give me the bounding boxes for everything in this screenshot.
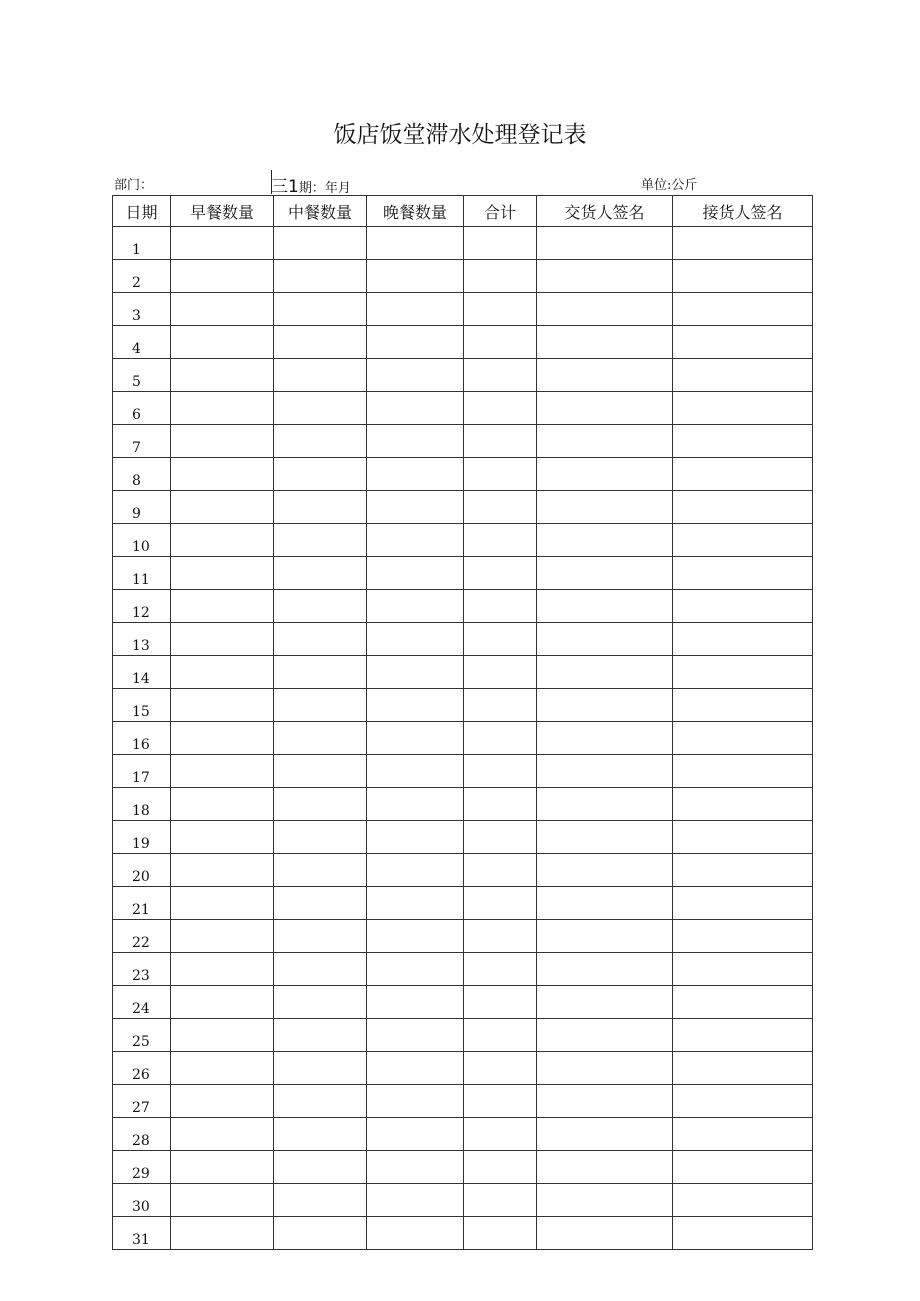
deliverer-signature-cell[interactable]: [537, 887, 673, 920]
day-number-cell: 24: [113, 986, 171, 1019]
dinner-cell[interactable]: [367, 590, 464, 623]
receiver-signature-cell[interactable]: [673, 293, 813, 326]
total-cell[interactable]: [464, 458, 537, 491]
lunch-cell[interactable]: [274, 293, 367, 326]
day-number-cell: 9: [113, 491, 171, 524]
lunch-cell[interactable]: [274, 1184, 367, 1217]
breakfast-cell[interactable]: [171, 953, 274, 986]
breakfast-cell[interactable]: [171, 722, 274, 755]
day-number-cell: 11: [113, 557, 171, 590]
receiver-signature-cell[interactable]: [673, 227, 813, 260]
total-cell[interactable]: [464, 887, 537, 920]
total-cell[interactable]: [464, 689, 537, 722]
breakfast-cell[interactable]: [171, 590, 274, 623]
deliverer-signature-cell[interactable]: [537, 656, 673, 689]
breakfast-cell[interactable]: [171, 293, 274, 326]
total-cell[interactable]: [464, 590, 537, 623]
deliverer-signature-cell[interactable]: [537, 1118, 673, 1151]
total-cell[interactable]: [464, 425, 537, 458]
breakfast-cell[interactable]: [171, 524, 274, 557]
table-row: [113, 1217, 813, 1250]
receiver-signature-cell[interactable]: [673, 359, 813, 392]
lunch-cell[interactable]: [274, 491, 367, 524]
breakfast-cell[interactable]: [171, 1151, 274, 1184]
breakfast-cell[interactable]: [171, 425, 274, 458]
breakfast-cell[interactable]: [171, 458, 274, 491]
lunch-cell[interactable]: [274, 524, 367, 557]
table-row: [113, 425, 813, 458]
receiver-signature-cell[interactable]: [673, 623, 813, 656]
lunch-cell[interactable]: [274, 227, 367, 260]
unit-label: 单位:公斤: [641, 178, 698, 193]
breakfast-cell[interactable]: [171, 821, 274, 854]
receiver-signature-cell[interactable]: [673, 557, 813, 590]
dinner-cell[interactable]: [367, 689, 464, 722]
deliverer-signature-cell[interactable]: [537, 854, 673, 887]
breakfast-cell[interactable]: [171, 887, 274, 920]
breakfast-cell[interactable]: [171, 689, 274, 722]
table-row: [113, 293, 813, 326]
table-row: [113, 986, 813, 1019]
day-number-cell: 26: [113, 1052, 171, 1085]
table-row: [113, 1052, 813, 1085]
receiver-signature-cell[interactable]: [673, 524, 813, 557]
day-number-cell: 29: [113, 1151, 171, 1184]
total-cell[interactable]: [464, 920, 537, 953]
lunch-cell[interactable]: [274, 821, 367, 854]
deliverer-signature-cell[interactable]: [537, 557, 673, 590]
lunch-cell[interactable]: [274, 689, 367, 722]
deliverer-signature-cell[interactable]: [537, 359, 673, 392]
deliverer-signature-cell[interactable]: [537, 788, 673, 821]
table-row: [113, 1118, 813, 1151]
total-cell[interactable]: [464, 359, 537, 392]
receiver-signature-cell[interactable]: [673, 689, 813, 722]
dinner-cell[interactable]: [367, 887, 464, 920]
deliverer-signature-cell[interactable]: [537, 722, 673, 755]
lunch-cell[interactable]: [274, 887, 367, 920]
receiver-signature-cell[interactable]: [673, 425, 813, 458]
total-cell[interactable]: [464, 722, 537, 755]
col-header-receiver-signature: 接货人签名: [673, 196, 813, 227]
day-number-cell: 18: [113, 788, 171, 821]
col-header-lunch: 中餐数量: [274, 196, 367, 227]
dinner-cell[interactable]: [367, 359, 464, 392]
total-cell[interactable]: [464, 623, 537, 656]
day-number-cell: 21: [113, 887, 171, 920]
deliverer-signature-cell[interactable]: [537, 986, 673, 1019]
lunch-cell[interactable]: [274, 425, 367, 458]
total-cell[interactable]: [464, 293, 537, 326]
table-row: [113, 689, 813, 722]
deliverer-signature-cell[interactable]: [537, 326, 673, 359]
dinner-cell[interactable]: [367, 854, 464, 887]
lunch-cell[interactable]: [274, 986, 367, 1019]
lunch-cell[interactable]: [274, 953, 367, 986]
col-header-dinner: 晚餐数量: [367, 196, 464, 227]
receiver-signature-cell[interactable]: [673, 326, 813, 359]
dinner-cell[interactable]: [367, 260, 464, 293]
deliverer-signature-cell[interactable]: [537, 458, 673, 491]
dinner-cell[interactable]: [367, 227, 464, 260]
breakfast-cell[interactable]: [171, 491, 274, 524]
receiver-signature-cell[interactable]: [673, 656, 813, 689]
breakfast-cell[interactable]: [171, 920, 274, 953]
lunch-cell[interactable]: [274, 590, 367, 623]
receiver-signature-cell[interactable]: [673, 1052, 813, 1085]
day-number-cell: 30: [113, 1184, 171, 1217]
receiver-signature-cell[interactable]: [673, 920, 813, 953]
col-header-breakfast: 早餐数量: [171, 196, 274, 227]
table-row: [113, 1085, 813, 1118]
lunch-cell[interactable]: [274, 458, 367, 491]
receiver-signature-cell[interactable]: [673, 1151, 813, 1184]
total-cell[interactable]: [464, 854, 537, 887]
register-table: [112, 195, 813, 1250]
day-number-cell: 8: [113, 458, 171, 491]
day-number-cell: 15: [113, 689, 171, 722]
department-label: 部门：: [114, 178, 154, 193]
total-cell[interactable]: [464, 326, 537, 359]
breakfast-cell[interactable]: [171, 557, 274, 590]
deliverer-signature-cell[interactable]: [537, 1085, 673, 1118]
total-cell[interactable]: [464, 986, 537, 1019]
receiver-signature-cell[interactable]: [673, 1184, 813, 1217]
total-cell[interactable]: [464, 1184, 537, 1217]
breakfast-cell[interactable]: [171, 1019, 274, 1052]
table-row: [113, 953, 813, 986]
total-cell[interactable]: [464, 1085, 537, 1118]
lunch-cell[interactable]: [274, 755, 367, 788]
lunch-cell[interactable]: [274, 260, 367, 293]
table-row: [113, 1151, 813, 1184]
dinner-cell[interactable]: [367, 623, 464, 656]
day-number-cell: 3: [113, 293, 171, 326]
dinner-cell[interactable]: [367, 1151, 464, 1184]
day-number-cell: 25: [113, 1019, 171, 1052]
breakfast-cell[interactable]: [171, 1085, 274, 1118]
deliverer-signature-cell[interactable]: [537, 821, 673, 854]
total-cell[interactable]: [464, 1151, 537, 1184]
total-cell[interactable]: [464, 1217, 537, 1250]
day-number-cell: 16: [113, 722, 171, 755]
deliverer-signature-cell[interactable]: [537, 227, 673, 260]
total-cell[interactable]: [464, 1118, 537, 1151]
total-cell[interactable]: [464, 1052, 537, 1085]
date-label: 期：年月: [298, 181, 351, 196]
dinner-cell[interactable]: [367, 1085, 464, 1118]
table-row: [113, 524, 813, 557]
total-cell[interactable]: [464, 227, 537, 260]
breakfast-cell[interactable]: [171, 260, 274, 293]
day-number-cell: 17: [113, 755, 171, 788]
total-cell[interactable]: [464, 491, 537, 524]
deliverer-signature-cell[interactable]: [537, 293, 673, 326]
deliverer-signature-cell[interactable]: [537, 524, 673, 557]
dinner-cell[interactable]: [367, 722, 464, 755]
col-header-total: 合计: [464, 196, 537, 227]
dinner-cell[interactable]: [367, 1118, 464, 1151]
table-row: [113, 755, 813, 788]
table-row: [113, 1184, 813, 1217]
receiver-signature-cell[interactable]: [673, 986, 813, 1019]
deliverer-signature-cell[interactable]: [537, 590, 673, 623]
dinner-cell[interactable]: [367, 458, 464, 491]
lunch-cell[interactable]: [274, 1118, 367, 1151]
lunch-cell[interactable]: [274, 359, 367, 392]
breakfast-cell[interactable]: [171, 1118, 274, 1151]
lunch-cell[interactable]: [274, 854, 367, 887]
table-header-row: [113, 196, 813, 227]
total-cell[interactable]: [464, 821, 537, 854]
deliverer-signature-cell[interactable]: [537, 260, 673, 293]
col-header-date: 日期: [113, 196, 171, 227]
lunch-cell[interactable]: [274, 1217, 367, 1250]
deliverer-signature-cell[interactable]: [537, 392, 673, 425]
day-number-cell: 13: [113, 623, 171, 656]
receiver-signature-cell[interactable]: [673, 953, 813, 986]
day-number-cell: 4: [113, 326, 171, 359]
receiver-signature-cell[interactable]: [673, 392, 813, 425]
receiver-signature-cell[interactable]: [673, 821, 813, 854]
table-body: [113, 227, 813, 1250]
table-row: [113, 722, 813, 755]
table-row: [113, 359, 813, 392]
dinner-cell[interactable]: [367, 1217, 464, 1250]
lunch-cell[interactable]: [274, 623, 367, 656]
breakfast-cell[interactable]: [171, 986, 274, 1019]
breakfast-cell[interactable]: [171, 854, 274, 887]
table-row: [113, 854, 813, 887]
dinner-cell[interactable]: [367, 920, 464, 953]
lunch-cell[interactable]: [274, 326, 367, 359]
breakfast-cell[interactable]: [171, 755, 274, 788]
deliverer-signature-cell[interactable]: [537, 920, 673, 953]
receiver-signature-cell[interactable]: [673, 1019, 813, 1052]
receiver-signature-cell[interactable]: [673, 788, 813, 821]
dinner-cell[interactable]: [367, 524, 464, 557]
breakfast-cell[interactable]: [171, 1184, 274, 1217]
breakfast-cell[interactable]: [171, 656, 274, 689]
day-number-cell: 1: [113, 227, 171, 260]
breakfast-cell[interactable]: [171, 326, 274, 359]
lunch-cell[interactable]: [274, 557, 367, 590]
dinner-cell[interactable]: [367, 755, 464, 788]
deliverer-signature-cell[interactable]: [537, 689, 673, 722]
breakfast-cell[interactable]: [171, 788, 274, 821]
deliverer-signature-cell[interactable]: [537, 1217, 673, 1250]
day-number-cell: 5: [113, 359, 171, 392]
dinner-cell[interactable]: [367, 1184, 464, 1217]
dinner-cell[interactable]: [367, 491, 464, 524]
day-number-cell: 7: [113, 425, 171, 458]
dinner-cell[interactable]: [367, 1019, 464, 1052]
receiver-signature-cell[interactable]: [673, 1217, 813, 1250]
table-row: [113, 392, 813, 425]
lunch-cell[interactable]: [274, 656, 367, 689]
day-number-cell: 10: [113, 524, 171, 557]
deliverer-signature-cell[interactable]: [537, 623, 673, 656]
total-cell[interactable]: [464, 656, 537, 689]
day-number-cell: 12: [113, 590, 171, 623]
dinner-cell[interactable]: [367, 326, 464, 359]
total-cell[interactable]: [464, 524, 537, 557]
dinner-cell[interactable]: [367, 293, 464, 326]
dinner-cell[interactable]: [367, 656, 464, 689]
table-row: [113, 656, 813, 689]
table-row: [113, 458, 813, 491]
receiver-signature-cell[interactable]: [673, 755, 813, 788]
day-number-cell: 2: [113, 260, 171, 293]
dinner-cell[interactable]: [367, 1052, 464, 1085]
table-row: [113, 227, 813, 260]
dinner-cell[interactable]: [367, 821, 464, 854]
table-row: [113, 1019, 813, 1052]
table-row: [113, 920, 813, 953]
breakfast-cell[interactable]: [171, 227, 274, 260]
page-title: 饭店饭堂滞水处理登记表: [333, 122, 587, 148]
date-prefix: 三1: [271, 177, 299, 197]
receiver-signature-cell[interactable]: [673, 887, 813, 920]
total-cell[interactable]: [464, 557, 537, 590]
lunch-cell[interactable]: [274, 722, 367, 755]
deliverer-signature-cell[interactable]: [537, 1019, 673, 1052]
dinner-cell[interactable]: [367, 425, 464, 458]
day-number-cell: 28: [113, 1118, 171, 1151]
table-row: [113, 821, 813, 854]
receiver-signature-cell[interactable]: [673, 260, 813, 293]
day-number-cell: 20: [113, 854, 171, 887]
table-row: [113, 887, 813, 920]
receiver-signature-cell[interactable]: [673, 590, 813, 623]
table-row: [113, 260, 813, 293]
deliverer-signature-cell[interactable]: [537, 1052, 673, 1085]
receiver-signature-cell[interactable]: [673, 458, 813, 491]
receiver-signature-cell[interactable]: [673, 1118, 813, 1151]
table-row: [113, 590, 813, 623]
deliverer-signature-cell[interactable]: [537, 1184, 673, 1217]
receiver-signature-cell[interactable]: [673, 1085, 813, 1118]
lunch-cell[interactable]: [274, 392, 367, 425]
deliverer-signature-cell[interactable]: [537, 755, 673, 788]
dinner-cell[interactable]: [367, 788, 464, 821]
total-cell[interactable]: [464, 788, 537, 821]
date-field: [271, 172, 351, 197]
lunch-cell[interactable]: [274, 1019, 367, 1052]
lunch-cell[interactable]: [274, 1085, 367, 1118]
dinner-cell[interactable]: [367, 953, 464, 986]
total-cell[interactable]: [464, 755, 537, 788]
receiver-signature-cell[interactable]: [673, 491, 813, 524]
breakfast-cell[interactable]: [171, 1052, 274, 1085]
deliverer-signature-cell[interactable]: [537, 425, 673, 458]
breakfast-cell[interactable]: [171, 392, 274, 425]
day-number-cell: 23: [113, 953, 171, 986]
day-number-cell: 14: [113, 656, 171, 689]
day-number-cell: 31: [113, 1217, 171, 1250]
lunch-cell[interactable]: [274, 1052, 367, 1085]
dinner-cell[interactable]: [367, 392, 464, 425]
breakfast-cell[interactable]: [171, 359, 274, 392]
total-cell[interactable]: [464, 953, 537, 986]
lunch-cell[interactable]: [274, 788, 367, 821]
table-row: [113, 326, 813, 359]
day-number-cell: 6: [113, 392, 171, 425]
day-number-cell: 19: [113, 821, 171, 854]
day-number-cell: 27: [113, 1085, 171, 1118]
breakfast-cell[interactable]: [171, 623, 274, 656]
breakfast-cell[interactable]: [171, 1217, 274, 1250]
table-row: [113, 491, 813, 524]
deliverer-signature-cell[interactable]: [537, 1151, 673, 1184]
lunch-cell[interactable]: [274, 1151, 367, 1184]
dinner-cell[interactable]: [367, 557, 464, 590]
table-row: [113, 557, 813, 590]
table-row: [113, 623, 813, 656]
deliverer-signature-cell[interactable]: [537, 953, 673, 986]
day-number-cell: 22: [113, 920, 171, 953]
receiver-signature-cell[interactable]: [673, 854, 813, 887]
dinner-cell[interactable]: [367, 986, 464, 1019]
col-header-deliverer-signature: 交货人签名: [537, 196, 673, 227]
lunch-cell[interactable]: [274, 920, 367, 953]
total-cell[interactable]: [464, 1019, 537, 1052]
receiver-signature-cell[interactable]: [673, 722, 813, 755]
table-row: [113, 788, 813, 821]
deliverer-signature-cell[interactable]: [537, 491, 673, 524]
total-cell[interactable]: [464, 260, 537, 293]
total-cell[interactable]: [464, 392, 537, 425]
